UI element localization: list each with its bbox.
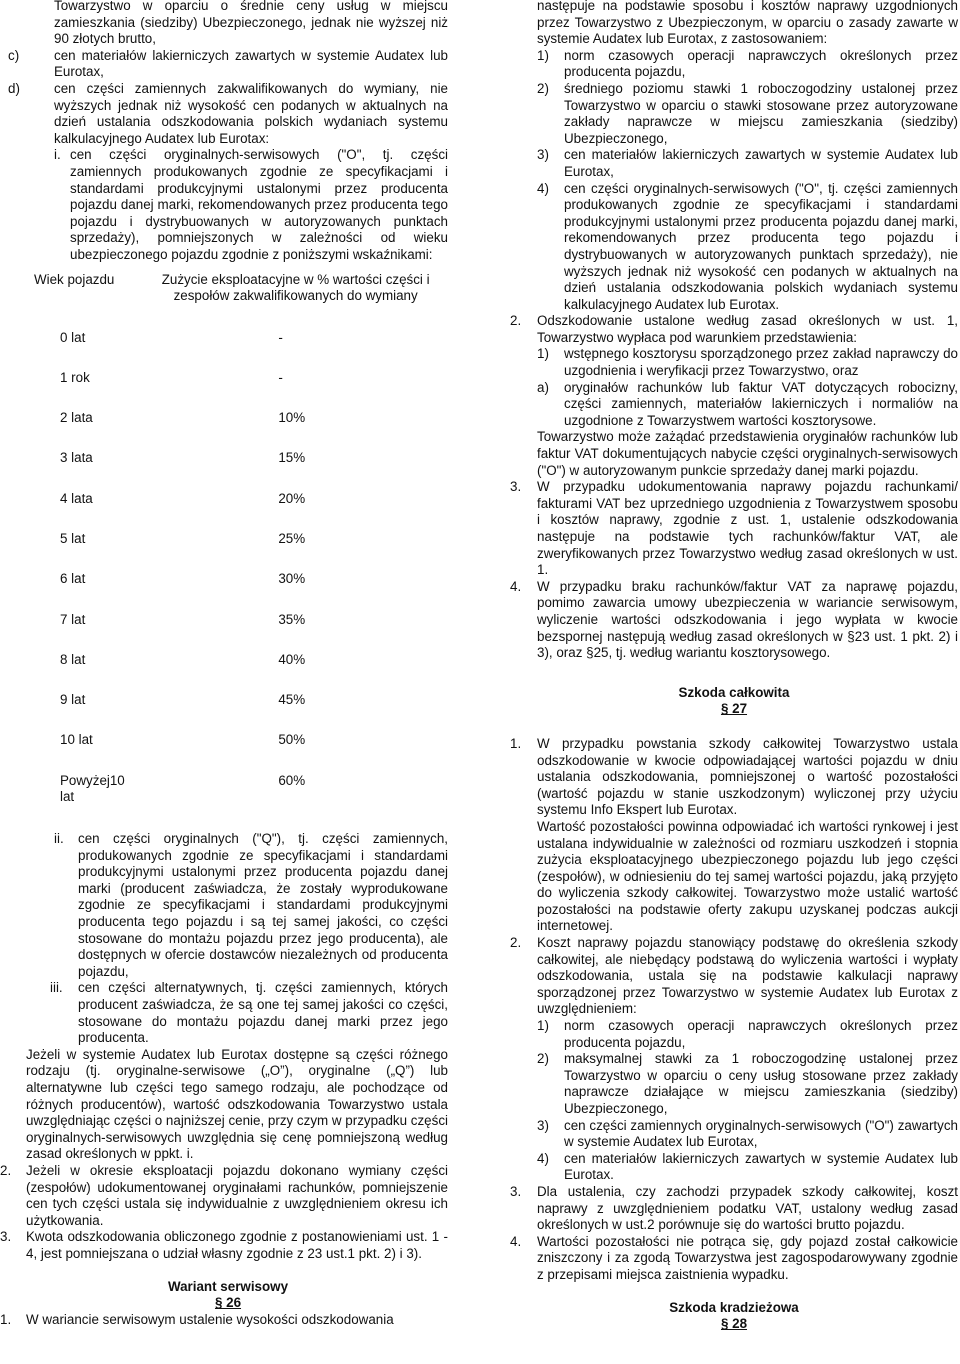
table-row <box>28 571 448 611</box>
paragraph-2-right <box>510 313 958 346</box>
total-loss-paragraph-1 <box>510 736 958 819</box>
list-text: norm czasowych operacji naprawczych określonych przez producenta pojazdu, <box>564 47 958 80</box>
table-row <box>28 370 448 410</box>
list-number: 4) <box>537 1150 549 1166</box>
paragraph-number: 3. <box>510 1183 522 1199</box>
list-number: 4) <box>537 180 549 196</box>
item-c <box>8 48 448 81</box>
item-c-text: cen materiałów lakierniczych zawartych w systemie Audatex lub Eurotax, <box>54 47 448 80</box>
header-wear-percent: Zużycie eksploatacyjne w % wartości części i zespołów zakwalifikowanych do wymiany <box>161 271 430 304</box>
item-i <box>8 147 448 263</box>
paragraph-number: 4. <box>510 1233 522 1249</box>
list2-item-3 <box>510 1118 958 1151</box>
list-text: cen materiałów lakierniczych zawartych w systemie Audatex lub Eurotax. <box>564 1150 958 1183</box>
list-text: norm czasowych operacji naprawczych określonych przez producenta pojazdu, <box>564 1018 958 1050</box>
row-age: 9 lat <box>60 692 86 708</box>
paragraph-2 <box>0 1162 448 1229</box>
table-row <box>28 652 448 692</box>
table-row <box>28 773 448 813</box>
intro-paragraph: Towarzystwo w oparciu o średnie ceny usług w miejscu zamieszkania (siedziby) Ubezpieczonego, jednak nie wyższej niż 90 złotych brutto, <box>54 0 448 47</box>
row-age: 7 lat <box>60 611 86 627</box>
section-heading-service-variant <box>8 1279 448 1312</box>
item-ii-text: cen części oryginalnych ("Q"), tj. części zamiennych, produkowanych zgodnie ze specyfikacjami i standardami produkcyjnymi ustalonymi przez producenta pojazdu danej marki (producent zaświadcza, że zostały wyprodukowane zgodnie ze specyfikacjami i standardami produkcyjnymi producenta tego pojazdu i są tej samej jakości, co części stosowane do montażu pojazdu przez jego producenta), ale dostępnych w ofercie dostawców niezależnych od producenta pojazdu, <box>78 831 448 979</box>
paragraph-text: W przypadku udokumentowania naprawy pojazdu rachunkami/ fakturami VAT bez uprzedniego uzgodnienia z Towarzystwem sposobu i kosztów naprawy, zgodnie z ust. 1, ustalenie odszkodowania następuje na podstawie tych rachunków/faktur VAT, ale zweryfikowanych przez Towarzystwo według zasad określonych w ust. 1. <box>537 479 958 578</box>
table-row <box>28 450 448 490</box>
right-column <box>510 0 958 1333</box>
paragraph-1-service <box>0 1311 448 1329</box>
list-number: 3) <box>537 147 549 163</box>
row-age: 2 lata <box>60 410 93 426</box>
item-iii-number: iii. <box>50 980 63 996</box>
total-loss-paragraph-4 <box>510 1234 958 1284</box>
item-ii-number: ii. <box>54 831 64 847</box>
list-number: 1) <box>537 47 549 63</box>
paragraph-number: 3. <box>510 479 522 495</box>
row-value: 50% <box>278 732 306 748</box>
list2-item-4 <box>510 1151 958 1184</box>
item-d <box>8 81 448 147</box>
row-value: 30% <box>278 571 306 587</box>
paragraph-text: Wartości pozostałości nie potrąca się, gdy pojazd został całkowicie zniszczony i za zgodą Towarzystwa jest zagospodarowywany zgodnie z przepisami miejsca zaistnienia wypadku. <box>537 1233 958 1282</box>
section-heading-total-loss <box>510 685 958 718</box>
left-column <box>0 0 448 1328</box>
paragraph-3-text: Kwota odszkodowania obliczonego zgodnie z postanowieniami ust. 1 - 4, jest pomniejszana o udział własny zgodnie z 23 ust.1 pkt. 2) i 3). <box>26 1229 448 1261</box>
table-row <box>28 732 448 772</box>
paragraph-2-text: Jeżeli w okresie eksploatacji pojazdu dokonano wymiany części (zespołów) udokumentowanej oryginałami rachunków, pomniejszenie cen tych części ustala się indywidualnie z uwzględnieniem okresu ich użytkowania. <box>26 1162 448 1228</box>
paragraph-text: Koszt naprawy pojazdu stanowiący podstawę do określenia szkody całkowitej, ale niebędący podstawą do wyliczenia wartości i wypłaty odszkodowania, ustala się na podstawie kalkulacji naprawy sporządzonej przez Towarzystwo w systemie Audatex lub Eurotax z uwzględnieniem: <box>537 935 958 1017</box>
continuation-paragraph: następuje na podstawie sposobu i kosztów naprawy uzgodnionych przez Towarzystwo z Ubezpieczonym, w oparciu o zasady zawarte w systemie Audatex lub Eurotax, z zastosowaniem: <box>537 0 958 47</box>
row-age: 0 lat <box>60 329 86 345</box>
row-value: 15% <box>278 450 306 466</box>
table-row <box>28 330 448 370</box>
item-iii <box>8 980 448 1046</box>
paragraph-text: Dla ustalenia, czy zachodzi przypadek szkody całkowitej, koszt naprawy z uwzględnieniem podatku VAT, ustalony według zasad określonych w ust.2 porównuje się do wartości brutto pojazdu. <box>537 1183 958 1233</box>
row-value: 25% <box>278 530 306 546</box>
paragraph-2-number: 2. <box>0 1162 12 1178</box>
list1-item-2 <box>510 81 958 147</box>
item-c-number: c) <box>8 47 20 63</box>
row-value: 35% <box>278 611 306 627</box>
list-number: a) <box>537 379 549 395</box>
total-loss-paragraph-2 <box>510 935 958 1018</box>
list-text: maksymalnej stawki za 1 roboczogodzinę ustalonej przez Towarzystwo w oparciu o ceny usług stosowane przez zakłady naprawcze działające w miejscu zamieszkania (siedziby) Ubezpieczonego, <box>564 1051 958 1116</box>
row-age: 3 lata <box>60 450 93 466</box>
paragraph-number: 1. <box>510 735 522 751</box>
row-age: 6 lat <box>60 571 86 587</box>
row-age: 10 lat <box>60 732 93 748</box>
item-i-text: cen części oryginalnych-serwisowych ("O", tj. części zamiennych produkowanych zgodnie ze specyfikacjami i standardami produkcyjnymi ustalonymi przez producenta pojazdu danej marki, rekomendowanych przez producenta tego pojazdu i dystrybuowanych w autoryzowanych punktach sprzedaży), pomniejszonych w zależności od wieku ubezpieczonego pojazdu zgodnie z poniższymi wskaźnikami: <box>70 147 448 262</box>
list2-item-2 <box>510 1051 958 1117</box>
paragraph-1-text: W wariancie serwisowym ustalenie wysokości odszkodowania <box>26 1311 394 1327</box>
section-title: Wariant serwisowy <box>167 1278 289 1294</box>
row-value: - <box>278 369 283 385</box>
paragraph-3 <box>0 1229 448 1262</box>
table-row <box>28 531 448 571</box>
row-value: - <box>278 329 283 345</box>
row-age: Powyżej10 lat <box>60 772 125 805</box>
row-value: 45% <box>278 692 306 708</box>
list-number: 3) <box>537 1117 549 1133</box>
table-row <box>28 491 448 531</box>
item-i-number: i. <box>54 147 61 163</box>
depreciation-table-header <box>28 272 448 330</box>
list-number: 1) <box>537 346 549 362</box>
row-age: 8 lat <box>60 651 86 667</box>
paragraph-3-right <box>510 479 958 579</box>
paragraph-text: Odszkodowanie ustalone według zasad określonych w ust. 1, Towarzystwo wypłaca pod warunkiem przedstawienia: <box>537 313 958 345</box>
row-value: 20% <box>278 490 306 506</box>
item-d-number: d) <box>8 80 20 96</box>
list-text: oryginałów rachunków lub faktur VAT dotyczących robocizny, części zamiennych, materiałów lakierniczych i normaliów na uzgodnione z Towarzystwem wartości kosztorysowe. <box>564 379 958 428</box>
section-title: Szkoda kradzieżowa <box>669 1299 799 1315</box>
paragraph-4-right <box>510 579 958 662</box>
list-text: cen części oryginalnych-serwisowych ("O", tj. części zamiennych produkowanych zgodnie ze specyfikacjami i standardami produkcyjnymi ustalonymi przez producenta pojazdu danej marki, rekomendowanych przez producenta tego pojazdu i dystrybuowanych w autoryzowanych punktach sprzedaży), nie wyższych jednak niż wysokość cen podanych w aktualnych na dzień ustalania odszkodowania polskich wydaniach systemu kalkulacyjnego Audatex lub Eurotax. <box>564 180 958 312</box>
paragraph-number: 2. <box>510 935 522 951</box>
paragraph-1-number: 1. <box>0 1311 12 1327</box>
list-number: 2) <box>537 80 549 96</box>
list1-item-1 <box>510 48 958 81</box>
section-title: Szkoda całkowita <box>678 684 790 700</box>
section-number: § 28 <box>720 1316 748 1332</box>
table-row <box>28 612 448 652</box>
list-text: wstępnego kosztorysu sporządzonego przez zakład naprawczy do uzgodnienia i weryfikacji przez Towarzystwo, oraz <box>564 346 958 379</box>
depreciation-table <box>28 272 448 814</box>
table-row <box>28 692 448 732</box>
paragraph-number: 4. <box>510 578 522 594</box>
item-iii-text: cen części alternatywnych, tj. części zamiennych, których producent zaświadcza, że są one tej samej jakości co części, stosowane do montażu pojazdu danej marki przez jego producenta. <box>78 980 448 1046</box>
list-number: 1) <box>537 1018 549 1034</box>
header-vehicle-age: Wiek pojazdu <box>34 271 115 287</box>
table-row <box>28 410 448 450</box>
list-text: średniego poziomu stawki 1 roboczogodziny ustalonej przez Towarzystwo w oparciu o stawki stosowane przez autoryzowane zakłady naprawcze w miejscu zamieszkania (siedziby) Ubezpieczonego, <box>564 80 958 146</box>
paragraph-text: W przypadku braku rachunków/faktur VAT za naprawę pojazdu, pomimo zawarcia umowy ubezpieczenia w wariancie serwisowym, wyliczenie wartości odszkodowania i jego wypłata w kwocie bezspornej następują według zasad określonych w §23 ust. 1 pkt. 2) i 3), oraz §25, tj. według wariantu kosztorysowego. <box>537 578 958 661</box>
row-age: 4 lata <box>60 490 93 506</box>
list-number: 2) <box>537 1051 549 1067</box>
paragraph-2-item-a <box>510 380 958 430</box>
paragraph-3-number: 3. <box>0 1229 12 1245</box>
list2-item-1 <box>510 1018 958 1051</box>
paragraph-2-item-1 <box>510 346 958 379</box>
list1-item-3 <box>510 147 958 180</box>
paragraph-number: 2. <box>510 313 522 329</box>
section-heading-theft-loss <box>510 1300 958 1333</box>
row-age: 5 lat <box>60 530 86 546</box>
total-loss-paragraph-1-tail: Wartość pozostałości powinna odpowiadać ich wartości rynkowej i jest ustalana indywidualnie w zależności od rozmiaru uszkodzeń i stopnia zużycia eksploatacyjnego ubezpieczonego pojazdu lub jego części (zespołów), w odniesieniu do tej samej wartości pojazdu, jaką przyjęto do wyliczenia szkody całkowitej. Towarzystwo może ustalić wartość pozostałości na podstawie oferty zakupu uzyskanej podczas aukcji internetowej. <box>537 818 958 934</box>
paragraph-2-tail: Towarzystwo może zażądać przedstawienia oryginałów rachunków lub faktur VAT dokumentujących nabycie części oryginalnych-serwisowych ("O") w autoryzowanym punkcie sprzedaży danej marki pojazdu. <box>537 429 958 478</box>
total-loss-paragraph-3 <box>510 1184 958 1234</box>
paragraph-text: W przypadku powstania szkody całkowitej Towarzystwo ustala odszkodowanie w kwocie odpowiadającej wartości pojazdu w dniu ustalania odszkodowania, pomniejszonej o wartość pozostałości (wartość pojazdu w stanie uszkodzonym) wyliczonej przy użyciu systemu Info Ekspert lub Eurotax. <box>537 735 958 818</box>
list-text: cen części zamiennych oryginalnych-serwisowych ("O") zawartych w systemie Audatex lub Eurotax, <box>564 1117 958 1150</box>
row-value: 10% <box>278 410 306 426</box>
row-value: 60% <box>278 772 306 788</box>
row-value: 40% <box>278 651 306 667</box>
list1-item-4 <box>510 181 958 314</box>
section-number: § 27 <box>720 701 748 717</box>
item-d-text: cen części zamiennych zakwalifikowanych do wymiany, nie wyższych jednak niż wysokość cen podanych w aktualnych na dzień ustalania odszkodowania polskich wydaniach systemu kalkulacyjnego Audatex lub Eurotax: <box>54 80 448 146</box>
parts-selection-paragraph: Jeżeli w systemie Audatex lub Eurotax dostępne są części różnego rodzaju (tj. oryginalne-serwisowe („O”), oryginalne („Q”) lub alternatywne lub części tego samego rodzaju, ale pochodzące od różnych producentów), wartość odszkodowania Towarzystwo ustala uwzględniając części o najniższej cenie, przy czym w przypadku części oryginalnych-serwisowych uwzględnia się cenę pomniejszoną według zasad określonych w ppkt. i. <box>26 1046 448 1162</box>
section-number: § 26 <box>214 1295 242 1311</box>
item-ii <box>8 831 448 980</box>
row-age: 1 rok <box>60 369 90 385</box>
list-text: cen materiałów lakierniczych zawartych w systemie Audatex lub Eurotax, <box>564 147 958 179</box>
